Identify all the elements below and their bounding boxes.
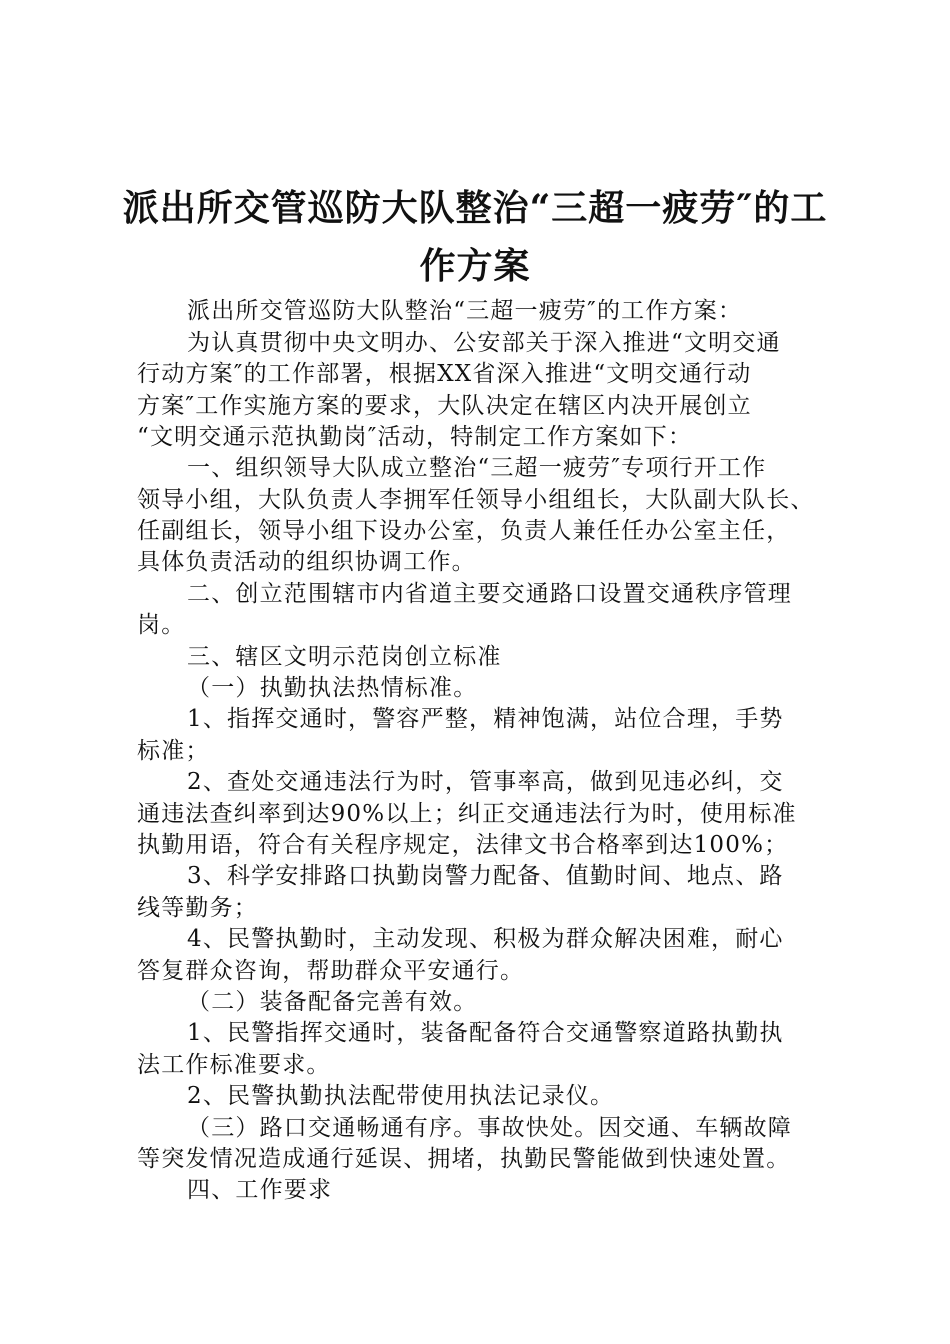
paragraph-line-19: 3、科学安排路口执勤岗警力配备、值勤时间、地点、路 (187, 863, 784, 889)
paragraph-line-22: 答复群众咨询，帮助群众平安通行。 (137, 958, 525, 984)
paragraph-line-21: 4、民警执勤时，主动发现、积极为群众解决困难，耐心 (187, 926, 784, 952)
paragraph-line-7: 领导小组，大队负责人李拥军任领导小组组长，大队副大队长、 (137, 487, 815, 513)
paragraph-line-16: 2、查处交通违法行为时，管事率高，做到见违必纠，交 (187, 769, 784, 795)
paragraph-line-18: 执勤用语，符合有关程序规定，法律文书合格率到达100%； (137, 832, 789, 858)
paragraph-line-17: 通违法查纠率到达90%以上；纠正交通违法行为时，使用标准 (137, 801, 797, 827)
paragraph-line-2: 为认真贯彻中央文明办、公安部关于深入推进“文明交通 (187, 330, 781, 356)
paragraph-line-11: 岗。 (137, 612, 186, 638)
paragraph-line-27: （三）路口交通畅通有序。事故快处。因交通、车辆故障 (187, 1115, 792, 1141)
paragraph-line-13: （一）执勤执法热情标准。 (187, 675, 478, 701)
paragraph-line-25: 法工作标准要求。 (137, 1052, 331, 1078)
paragraph-line-9: 具体负责活动的组织协调工作。 (137, 549, 476, 575)
document-title-line-2: 作方案 (419, 245, 531, 287)
paragraph-line-15: 标准； (137, 738, 210, 764)
paragraph-line-3: 行动方案″的工作部署，根据XX省深入推进“文明交通行动 (137, 361, 752, 387)
paragraph-line-6: 一、组织领导大队成立整治“三超一疲劳″专项行开工作 (187, 455, 767, 481)
paragraph-line-28: 等突发情况造成通行延误、拥堵，执勤民警能做到快速处置。 (137, 1146, 791, 1172)
paragraph-line-5: “文明交通示范执勤岗″活动，特制定工作方案如下： (137, 424, 693, 450)
paragraph-line-26: 2、民警执勤执法配带使用执法记录仪。 (187, 1083, 615, 1109)
document-title-line-1: 派出所交管巡防大队整治“三超一疲劳″的工 (122, 187, 828, 229)
paragraph-line-23: （二）装备配备完善有效。 (187, 989, 478, 1015)
paragraph-line-12: 三、辖区文明示范岗创立标准 (187, 644, 502, 670)
paragraph-line-1: 派出所交管巡防大队整治“三超一疲劳″的工作方案： (187, 298, 743, 324)
paragraph-line-24: 1、民警指挥交通时，装备配备符合交通警察道路执勤执 (187, 1020, 784, 1046)
paragraph-line-8: 任副组长，领导小组下设办公室，负责人兼任任办公室主任， (137, 518, 791, 544)
paragraph-line-10: 二、创立范围辖市内省道主要交通路口设置交通秩序管理 (187, 581, 792, 607)
paragraph-line-20: 线等勤务； (137, 895, 258, 921)
paragraph-line-4: 方案″工作实施方案的要求，大队决定在辖区内决开展创立 (137, 393, 752, 419)
paragraph-line-14: 1、指挥交通时，警容严整，精神饱满，站位合理，手势 (187, 706, 784, 732)
paragraph-line-29: 四、工作要求 (187, 1177, 333, 1203)
